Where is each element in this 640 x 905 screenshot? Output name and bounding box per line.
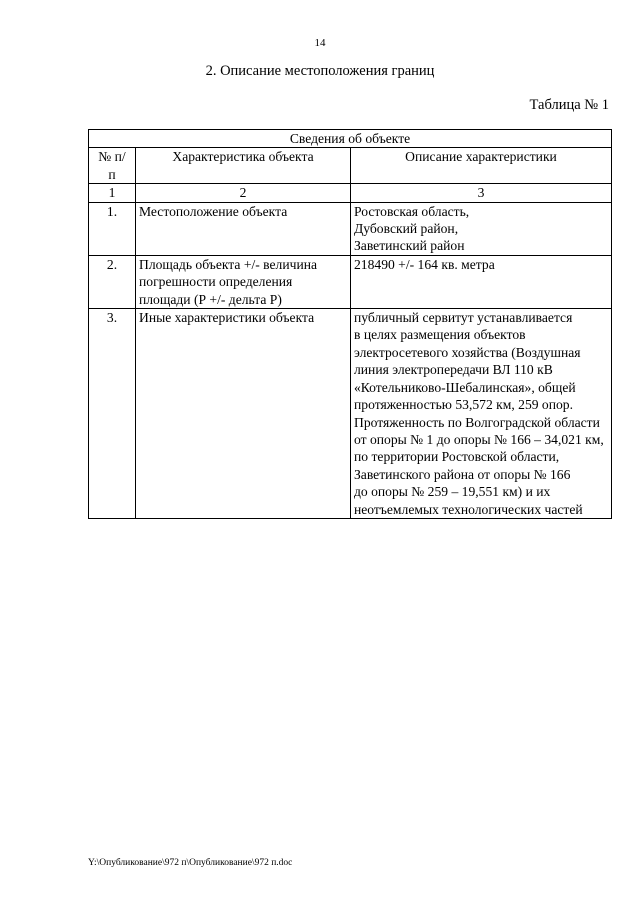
characteristic-line: Площадь объекта +/- величина — [139, 256, 318, 272]
table-caption-row — [89, 130, 612, 148]
object-info-table — [88, 129, 612, 519]
section-title: 2. Описание местоположения границ — [205, 63, 435, 79]
description-line: электросетевого хозяйства (Воздушная — [354, 344, 581, 360]
description-line: Дубовский район, — [354, 221, 459, 237]
description-line: Заветинский район — [354, 238, 465, 254]
description-line: Протяженность по Волгоградской области — [354, 414, 600, 430]
characteristic-line: площади (Р +/- дельта Р) — [139, 291, 282, 307]
row-characteristic — [136, 255, 351, 308]
row-description: 218490 +/- 164 кв. метра — [351, 255, 612, 308]
description-line: Заветинского района от опоры № 166 — [354, 466, 571, 482]
row-characteristic: Иные характеристики объекта — [136, 309, 351, 519]
row-description — [351, 309, 612, 519]
table-row — [89, 255, 612, 308]
row-number: 1. — [89, 202, 136, 255]
row-number: 3. — [89, 309, 136, 519]
header-characteristic: Характеристика объекта — [136, 148, 351, 184]
characteristic-line: погрешности определения — [139, 274, 293, 290]
header-number: № п/п — [89, 148, 136, 184]
row-description — [351, 202, 612, 255]
description-line: до опоры № 259 – 19,551 км) и их — [354, 484, 551, 500]
page-number: 14 — [314, 37, 326, 49]
row-number: 2. — [89, 255, 136, 308]
description-line: от опоры № 1 до опоры № 166 – 34,021 км, — [354, 431, 604, 447]
description-line: по территории Ростовской области, — [354, 449, 560, 465]
description-line: в целях размещения объектов — [354, 327, 526, 343]
row-characteristic: Местоположение объекта — [136, 202, 351, 255]
index-cell: 3 — [351, 184, 612, 202]
description-line: Ростовская область, — [354, 203, 470, 219]
description-line: линия электропередачи ВЛ 110 кВ — [354, 362, 553, 378]
table-row — [89, 202, 612, 255]
index-cell: 2 — [136, 184, 351, 202]
description-line: «Котельниково-Шебалинская», общей — [354, 379, 576, 395]
table-index-row — [89, 184, 612, 202]
footer-file-path: Y:\Опубликование\972 п\Опубликование\972 п.doc — [88, 858, 293, 868]
table-header-row — [89, 148, 612, 184]
description-line: протяженностью 53,572 км, 259 опор. — [354, 397, 574, 413]
index-cell: 1 — [89, 184, 136, 202]
header-description: Описание характеристики — [351, 148, 612, 184]
description-line: неотъемлемых технологических частей — [354, 501, 583, 517]
table-caption: Сведения об объекте — [89, 130, 612, 148]
table-label: Таблица № 1 — [529, 97, 609, 113]
table-row — [89, 309, 612, 519]
description-line: публичный сервитут устанавливается — [354, 310, 573, 326]
